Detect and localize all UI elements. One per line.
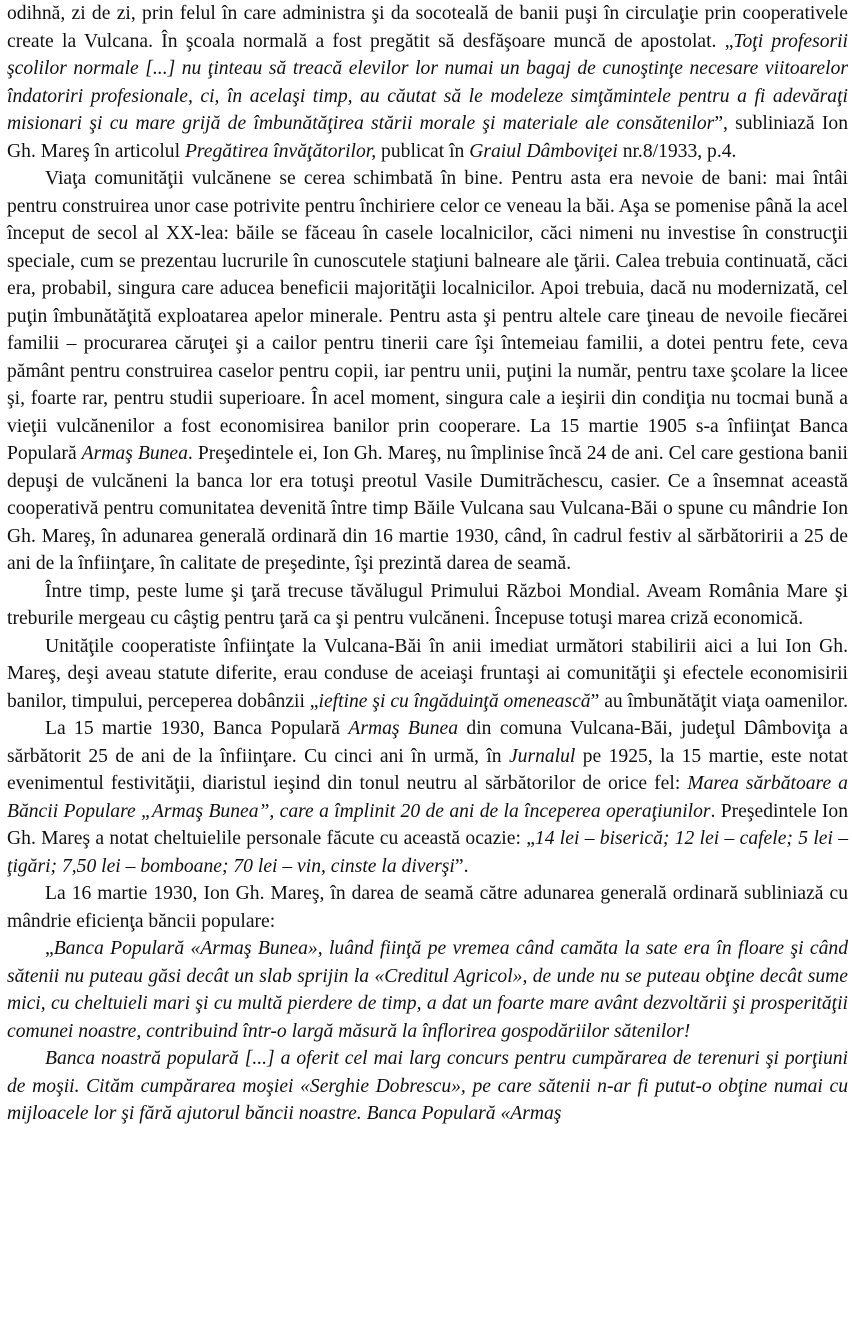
- italic-text: Armaş Bunea: [348, 718, 458, 739]
- text-run: pe 1925, la 15 martie, este notat evenimentul festivităţii, diaristul ieşind din tonul neutru al sărbătorilor de orice fel:: [7, 745, 848, 794]
- text-run: nr.8/1933, p.4.: [617, 140, 737, 162]
- paragraph: [7, 165, 848, 578]
- italic-text: Toţi profesorii şcolilor normale [...] nu ţinteau să treacă elevilor lor numai un bagaj de cunoştinţe necesare viitoarelor îndatoriri profesionale, ci, în acelaşi timp, au căutat să le modeleze simţămintele pentru a fi adevăraţi misionari şi cu mare grijă de îmbunătăţirea stării morale şi materiale ale consătenilor: [7, 30, 848, 134]
- italic-text: Jurnalul: [508, 745, 576, 767]
- document-body: [7, 0, 848, 1128]
- text-run: La 15 martie 1930, Banca Populară: [45, 718, 349, 739]
- italic-text: Marea sărbătoare a Băncii Populare „Armaş Bunea”, care a împlinit 20 de ani de la începerea operaţiunilor: [7, 773, 848, 822]
- paragraph: [7, 578, 848, 633]
- paragraph: [7, 1045, 848, 1128]
- italic-text: Graiul Dâmboviţei: [469, 140, 618, 162]
- text-run: odihnă, zi de zi, prin felul în care administra şi da socoteală de banii puşi în circulaţie prin cooperativele create la Vulcana. În şcoala normală a fost pregătit să desfăşoare muncă de apostolat. „: [7, 3, 848, 52]
- text-run: Unităţile cooperatiste înfiinţate la Vulcana-Băi în anii imediat următori stabilirii aici a lui Ion Gh. Mareş, deşi aveau statute diferite, erau conduse de aceiaşi fruntaşi ai comunităţii şi efectele economisirii banilor, timpului, perceperea dobânzii „: [7, 635, 848, 712]
- italic-text: ieftine şi cu îngăduinţă omenească: [318, 690, 591, 712]
- italic-text: Pregătirea învăţătorilor,: [184, 140, 377, 162]
- text-run: . Preşedintele ei, Ion Gh. Mareş, nu împlinise încă 24 de ani. Cel care gestiona banii depuşi de vulcăneni la banca lor era totuşi preotul Vasile Dumitrăchescu, casier. Ce a însemnat această cooperativă pentru comunitatea devenită între timp Băile Vulcana sau Vulcana-Băi o spune cu mândrie Ion Gh. Mareş, în adunarea generală ordinară din 16 martie 1930, când, în cadrul festiv al sărbătoririi a 25 de ani de la înfiinţare, în calitate de preşedinte, îşi prezintă darea de seamă.: [7, 443, 848, 574]
- text-run: „: [45, 938, 54, 959]
- paragraph: [7, 880, 848, 935]
- paragraph: [7, 633, 848, 716]
- text-run: . Preşedintele Ion Gh. Mareş a notat cheltuielile personale făcute cu această ocazie: „: [7, 800, 848, 849]
- italic-text: Armaş Bunea: [81, 443, 188, 464]
- italic-text: Banca Populară «Armaş Bunea», luând fiinţă pe vremea când camăta la sate era în floare şi când sătenii nu puteau găsi decât un slab sprijin la «Creditul Agricol», de unde nu se puteau obţine decât sume mici, cu cheltuieli mari şi cu multă pierdere de timp, a dat un foarte mare avânt dezvoltării şi prosperităţii comunei noastre, contribuind într-o largă măsură la înflorirea gospodăriilor sătenilor!: [7, 938, 848, 1042]
- text-run: publicat în: [376, 140, 470, 162]
- paragraph: [7, 0, 848, 165]
- text-run: Viaţa comunităţii vulcănene se cerea schimbată în bine. Pentru asta era nevoie de bani: mai întâi pentru construirea unor case potrivite pentru închiriere celor ce veneau la băi. Aşa se pomenise până la acel început de secol al XX-lea: băile se făceau în casele localnicilor, căci nimeni nu investise în construcţii speciale, cum se prezentau lucrurile în cunoscutele staţiuni balneare ale ţării. Calea trebuia continuată, căci era, probabil, singura care aducea beneficii majorităţii localnicilor. Apoi trebuia, dacă nu modernizată, cel puţin îmbunătăţită exploatarea apelor minerale. Pentru asta şi pentru altele care ţineau de nevoile fiecărei familii – procurarea căruţei şi a cailor pentru tinerii care îşi întemeiau familii, a dotei pentru fete, ceva pământ pentru construirea caselor pentru copii, iar pentru unii, puţini la număr, pentru taxe şcolare la licee şi, foarte rar, pentru studii superioare. În acel moment, singura cale a ieşirii din condiţia nu tocmai bună a vieţii vulcănenilor a fost economisirea banilor prin cooperare. La 15 martie 1905 s-a înfiinţat Banca Populară: [7, 168, 848, 464]
- paragraph: [7, 935, 848, 1045]
- text-run: ”, subliniază Ion Gh. Mareş în articolul: [7, 113, 849, 162]
- text-run: ”.: [454, 855, 469, 877]
- text-run: ” au îmbunătăţit viaţa oamenilor.: [590, 690, 848, 712]
- paragraph: [7, 715, 848, 880]
- text-run: La 16 martie 1930, Ion Gh. Mareş, în darea de seamă către adunarea generală ordinară subliniază cu mândrie eficienţa băncii populare:: [7, 883, 848, 932]
- italic-text: Banca noastră populară [...] a oferit cel mai larg concurs pentru cumpărarea de terenuri şi porţiuni de moşii. Cităm cumpărarea moşiei «Serghie Dobrescu», pe care sătenii n-ar fi putut-o obţine numai cu mijloacele lor şi fără ajutorul băncii noastre. Banca Populară «Armaş: [7, 1048, 848, 1124]
- text-run: din comuna Vulcana-Băi, judeţul Dâmboviţa a sărbătorit 25 de ani de la înfiinţare. Cu cinci ani în urmă, în: [7, 718, 848, 767]
- italic-text: 14 lei – biserică; 12 lei – cafele; 5 lei – ţigări; 7,50 lei – bomboane; 70 lei – vin, cinste la diverşi: [7, 828, 849, 877]
- text-run: Între timp, peste lume şi ţară trecuse tăvălugul Primului Război Mondial. Aveam România Mare şi treburile mergeau cu câştig pentru ţară ca şi pentru vulcăneni. Începuse totuşi marea criză economică.: [7, 580, 848, 629]
